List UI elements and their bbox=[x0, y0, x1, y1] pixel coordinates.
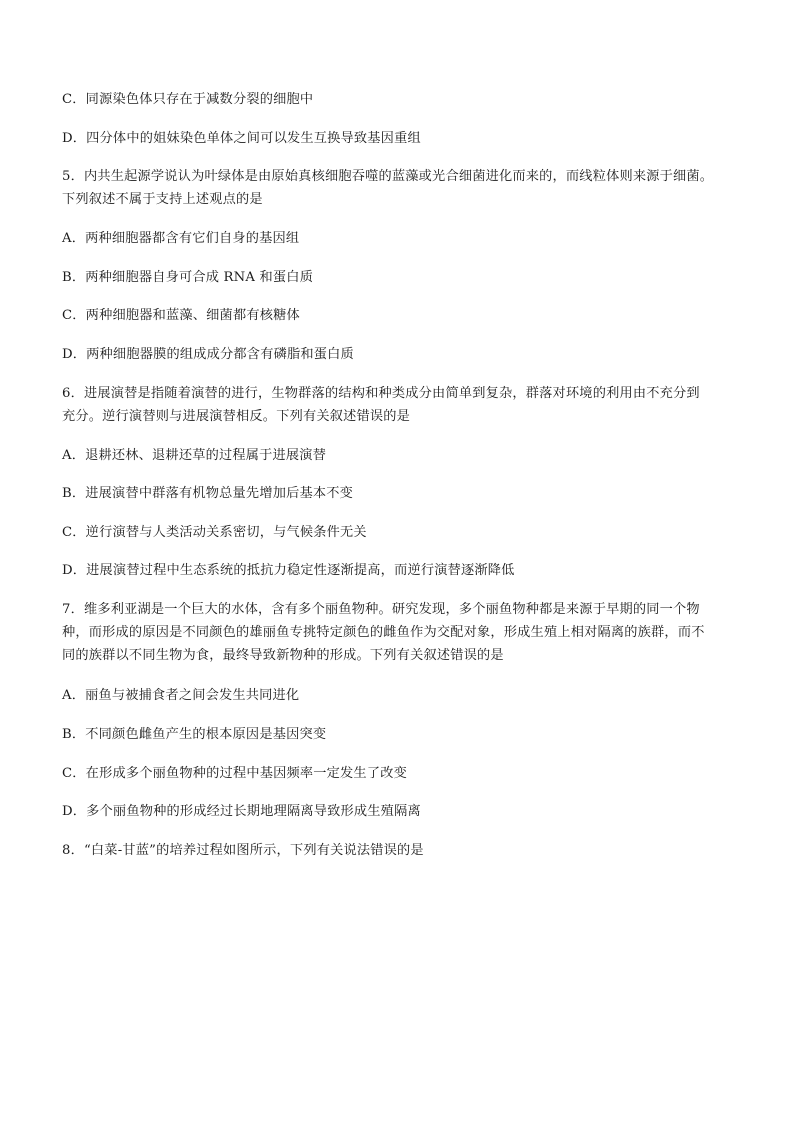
q7-option-b: B．不同颜色雌鱼产生的根本原因是基因突变 bbox=[62, 727, 327, 742]
q5-option-a: A．两种细胞器都含有它们自身的基因组 bbox=[62, 231, 300, 246]
q4-option-c: C．同源染色体只存在于减数分裂的细胞中 bbox=[62, 92, 314, 107]
q7-stem-line2: 种，而形成的原因是不同颜色的雄丽鱼专挑特定颜色的雌鱼作为交配对象，形成生殖上相对隔离的族群，而不 bbox=[62, 625, 705, 640]
q5-stem-line2: 下列叙述不属于支持上述观点的是 bbox=[62, 192, 263, 207]
q5-option-d: D．两种细胞器膜的组成成分都含有磷脂和蛋白质 bbox=[62, 347, 354, 362]
q6-option-d: D．进展演替过程中生态系统的抵抗力稳定性逐渐提高，而逆行演替逐渐降低 bbox=[62, 563, 515, 578]
q6-stem-line1: 6．进展演替是指随着演替的进行，生物群落的结构和种类成分由简单到复杂，群落对环境的利用由不充分到 bbox=[62, 386, 700, 401]
q5-option-b: B．两种细胞器自身可合成 RNA 和蛋白质 bbox=[62, 270, 314, 285]
q7-option-a: A．丽鱼与被捕食者之间会发生共同进化 bbox=[62, 688, 300, 703]
q5-option-c: C．两种细胞器和蓝藻、细菌都有核糖体 bbox=[62, 308, 300, 323]
q7-option-c: C．在形成多个丽鱼物种的过程中基因频率一定发生了改变 bbox=[62, 766, 407, 781]
q5-stem-line1: 5．内共生起源学说认为叶绿体是由原始真核细胞吞噬的蓝藻或光合细菌进化而来的，而线粒体则来源于细菌。 bbox=[62, 169, 714, 184]
q7-option-d: D．多个丽鱼物种的形成经过长期地理隔离导致形成生殖隔离 bbox=[62, 804, 421, 819]
q6-stem-line2: 充分。逆行演替则与进展演替相反。下列有关叙述错误的是 bbox=[62, 409, 411, 424]
q7-stem-line3: 同的族群以不同生物为食，最终导致新物种的形成。下列有关叙述错误的是 bbox=[62, 648, 504, 663]
q6-option-b: B．进展演替中群落有机物总量先增加后基本不变 bbox=[62, 486, 354, 501]
q7-stem-line1: 7．维多利亚湖是一个巨大的水体，含有多个丽鱼物种。研究发现，多个丽鱼物种都是来源于早期的同一个物 bbox=[62, 602, 700, 617]
q4-option-d: D．四分体中的姐妹染色单体之间可以发生互换导致基因重组 bbox=[62, 131, 421, 146]
q6-option-c: C．逆行演替与人类活动关系密切，与气候条件无关 bbox=[62, 525, 367, 540]
q8-stem-line1: 8．“白菜-甘蓝”的培养过程如图所示，下列有关说法错误的是 bbox=[62, 843, 424, 858]
q6-option-a: A．退耕还林、退耕还草的过程属于进展演替 bbox=[62, 448, 327, 463]
